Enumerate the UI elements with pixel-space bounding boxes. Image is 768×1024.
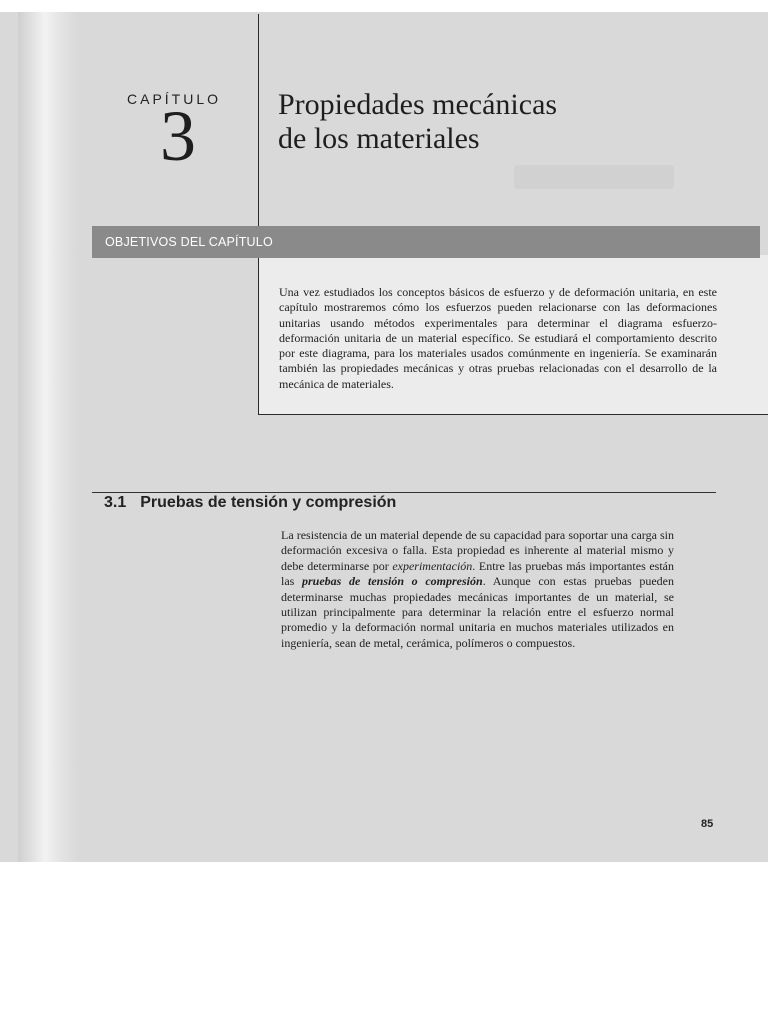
section-rule (92, 492, 716, 493)
section-emphasis-experimentacion: experimentación (392, 558, 473, 573)
page-number: 85 (701, 818, 714, 830)
section-emphasis-pruebas: pruebas de tensión o compresión (302, 574, 483, 589)
section-heading (104, 494, 396, 512)
chapter-title-line-2: de los materiales (278, 122, 480, 155)
objectives-header-bar (92, 226, 760, 258)
objectives-paragraph: Una vez estudiados los conceptos básicos de esfuerzo y de deformación unitaria, en este capítulo mostraremos cómo los esfuerzos pueden relacionarse con las deformaciones unitarias usando métodos experimentales para determinar el diagrama esfuerzo-deformación unitaria de un material específico. Se estudiará el comportamiento descrito por este diagrama, para los materiales usados comúnmente en ingeniería. Se examinarán también las propiedades mecánicas y otras pruebas relacionadas con el desarrollo de la mecánica de materiales. (279, 285, 717, 391)
section-text-part-1: La resistencia de un material depende de su capacidad para soportar una carga sin deformación excesiva o falla. Esta propiedad es inherente al material mismo y debe determinarse por (281, 528, 674, 573)
section-title: Pruebas de tensión y compresión (140, 494, 397, 511)
objectives-heading: OBJETIVOS DEL CAPÍTULO (105, 235, 273, 249)
show-through-figure (514, 165, 674, 189)
chapter-label: CAPÍTULO (127, 91, 222, 107)
chapter-title (278, 88, 738, 156)
section-paragraph (281, 528, 674, 651)
objectives-divider-horizontal (258, 414, 768, 415)
section-number: 3.1 (104, 494, 127, 511)
section-text-part-2: . Entre las pruebas más importantes están las (281, 558, 674, 589)
chapter-number: 3 (160, 96, 196, 176)
section-text-part-3: . Aunque con estas pruebas pueden determinarse muchas propiedades mecánicas importantes de un material, se utilizan principalmente para determinar la relación entre el esfuerzo normal promedio y la deformación normal unitaria en muchos materiales utilizados en ingeniería, sean de metal, cerámica, polímeros o compuestos. (281, 574, 674, 650)
chapter-divider-vertical (258, 14, 259, 414)
book-spine-shadow (18, 12, 78, 862)
chapter-title-line-1: Propiedades mecánicas (278, 88, 558, 121)
